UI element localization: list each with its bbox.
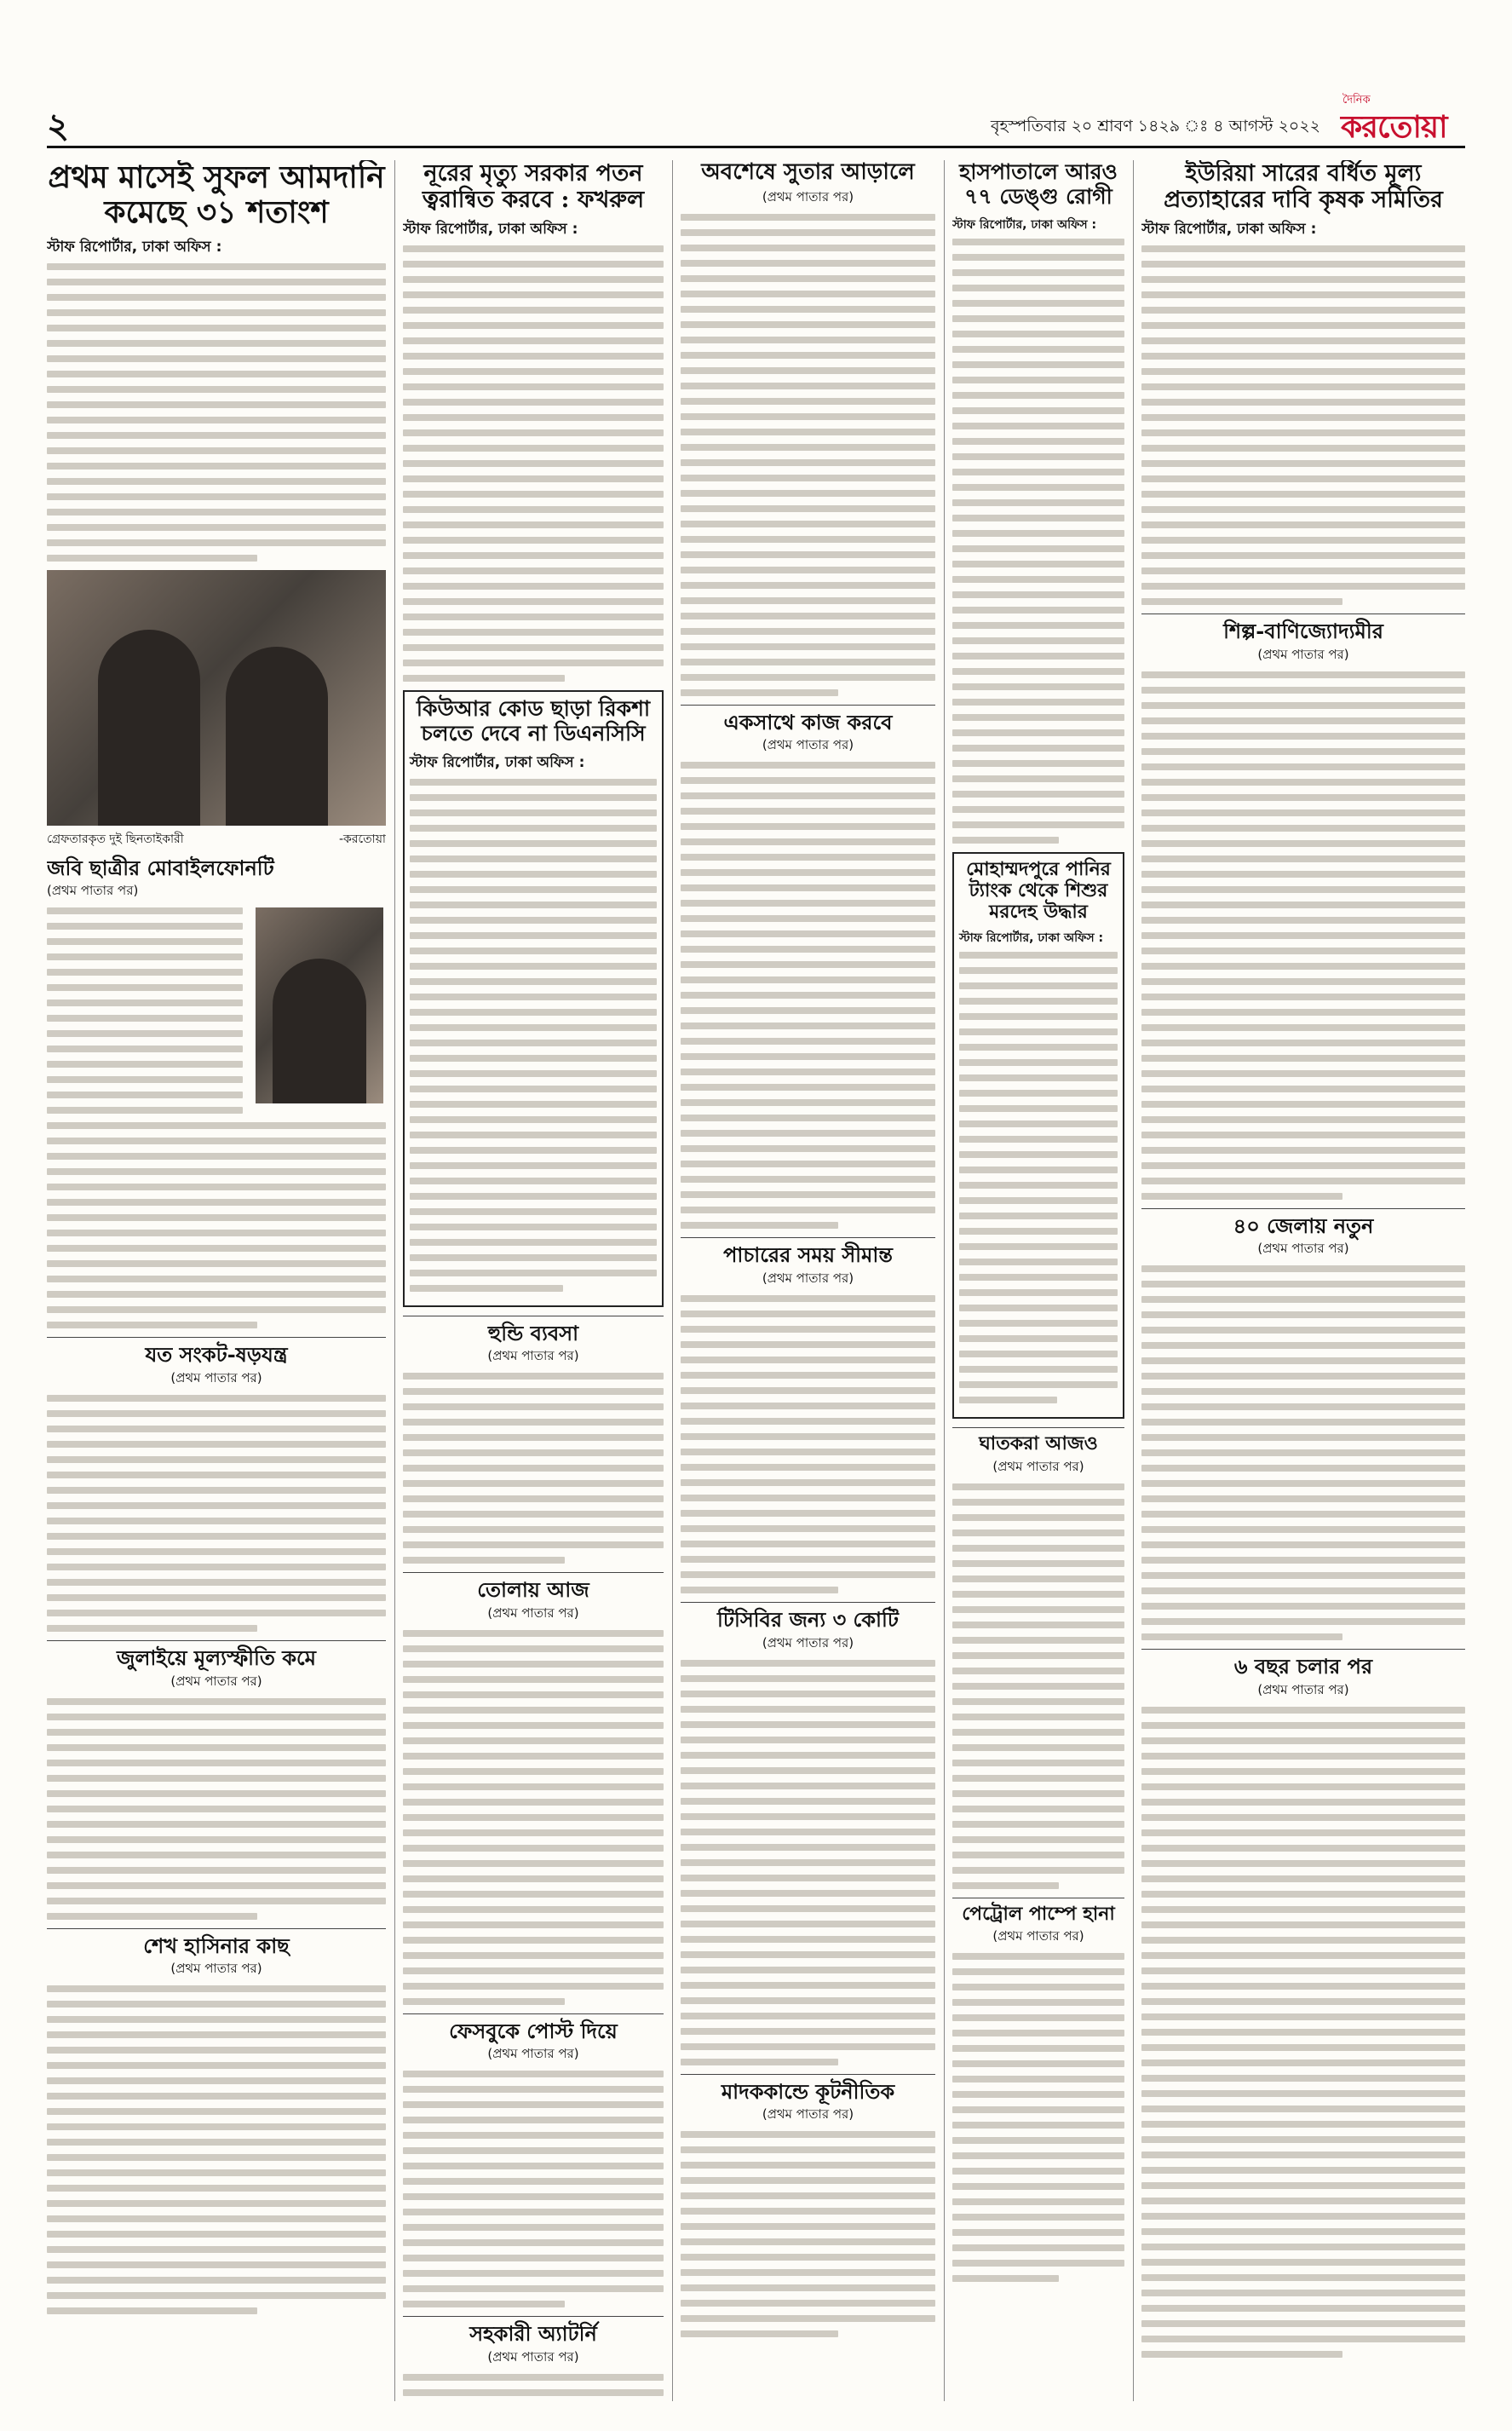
article-body-placeholder xyxy=(952,1483,1124,1889)
headline-urea: ইউরিয়া সারের বর্ধিত মূল্য প্রত্যাহারের দাবি কৃষক সমিতির xyxy=(1164,160,1443,214)
headline-crisis: যত সংকট-ষড়যন্ত্র xyxy=(145,1342,288,1368)
column-divider xyxy=(944,160,945,2401)
continued-label: (প্রথম পাতার পর) xyxy=(487,1348,579,1364)
article-body-placeholder xyxy=(1141,245,1465,605)
byline: স্টাফ রিপোর্টার, ঢাকা অফিস : xyxy=(959,931,1104,946)
page-header xyxy=(47,95,1465,148)
article-body-placeholder xyxy=(952,239,1124,844)
continued-label: (প্রথম পাতার পর) xyxy=(762,737,854,753)
news-photo-student xyxy=(256,907,383,1103)
column-divider xyxy=(394,160,395,2401)
photo-figure xyxy=(273,959,366,1103)
continued-label: (প্রথম পাতার পর) xyxy=(1257,1241,1349,1257)
photo-caption-text: গ্রেফতারকৃত দুই ছিনতাইকারী xyxy=(47,832,184,846)
headline-water-tank: মোহাম্মদপুরে পানির ট্যাংক থেকে শিশুর মরদেহ উদ্ধার xyxy=(966,857,1111,924)
headline-phone: জবি ছাত্রীর মোবাইলফোনটি xyxy=(47,855,274,880)
byline: স্টাফ রিপোর্টার, ঢাকা অফিস : xyxy=(47,238,222,256)
article-body-placeholder xyxy=(681,762,935,1229)
byline: স্টাফ রিপোর্টার, ঢাকা অফিস : xyxy=(410,753,585,771)
column-5 xyxy=(1141,160,1465,2401)
headline-6-years: ৬ বছর চলার পর xyxy=(1233,1654,1373,1679)
headline-hundi: হুন্ডি ব্যবসা xyxy=(487,1320,579,1345)
headline-sheikh-hasina: শেখ হাসিনার কাছ xyxy=(143,1933,290,1958)
article-body-placeholder xyxy=(952,1953,1124,2282)
photo-figure xyxy=(98,630,200,826)
article-body-placeholder xyxy=(403,2374,664,2401)
column-2 xyxy=(403,160,664,2401)
article-body-placeholder xyxy=(410,779,657,1292)
headline-fakhrul: নূরের মৃত্যু সরকার পতন ত্বরান্বিত করবে : ফখরুল xyxy=(422,160,645,214)
headline-work-together: একসাথে কাজ করবে xyxy=(723,709,893,734)
article-body-placeholder xyxy=(47,907,243,1122)
photo-credit: -করতোয়া xyxy=(338,832,386,846)
article-body-placeholder xyxy=(959,952,1118,1403)
headline-industry: শিল্প-বাণিজ্যোদ্যমীর xyxy=(1223,619,1383,644)
article-body-placeholder xyxy=(403,245,664,682)
article-body-placeholder xyxy=(681,1295,935,1593)
headline-petrol-pump: পেট্রোল পাম্পে হানা xyxy=(962,1902,1115,1925)
photo-figure xyxy=(226,647,328,826)
article-body-placeholder xyxy=(681,2131,935,2337)
headline-killers: ঘাতকরা আজও xyxy=(979,1432,1098,1455)
headline-rickshaw: কিউআর কোড ছাড়া রিকশা চলতে দেবে না ডিএনসিসি xyxy=(416,696,651,746)
logo-name: করতোয়া xyxy=(1341,109,1447,145)
article-body-placeholder xyxy=(47,1698,386,1920)
continued-label: (প্রথম পাতার পর) xyxy=(487,2348,579,2365)
headline-facebook-post: ফেসবুকে পোস্ট দিয়ে xyxy=(449,2018,618,2043)
article-body-placeholder xyxy=(403,1373,664,1564)
continued-label: (প্রথম পাতার পর) xyxy=(992,1927,1084,1944)
newspaper-logo xyxy=(1337,87,1465,145)
headline-thread: অবশেষে সুতার আড়ালে xyxy=(701,160,915,185)
headline-40-districts: ৪০ জেলায় নতুন xyxy=(1233,1213,1374,1238)
article-body-placeholder xyxy=(47,1122,386,1328)
headline-import-sub: কমেছে ৩১ শতাংশ xyxy=(104,194,329,231)
article-body-placeholder xyxy=(1141,671,1465,1200)
byline: স্টাফ রিপোর্টার, ঢাকা অফিস : xyxy=(403,221,578,239)
continued-label: (প্রথম পাতার পর) xyxy=(170,1369,262,1385)
byline: স্টাফ রিপোর্টার, ঢাকা অফিস : xyxy=(952,217,1097,232)
continued-label: (প্রথম পাতার পর) xyxy=(170,1673,262,1689)
headline-dengue: হাসপাতালে আরও ৭৭ ডেঙ্গু রোগী xyxy=(959,160,1118,209)
article-body-placeholder xyxy=(1141,1265,1465,1640)
photo-caption xyxy=(47,829,386,850)
continued-label: (প্রথম পাতার পর) xyxy=(487,1604,579,1621)
continued-label: (প্রথম পাতার পর) xyxy=(1257,1681,1349,1697)
column-divider xyxy=(1133,160,1134,2401)
continued-label: (প্রথম পাতার পর) xyxy=(47,883,139,899)
article-body-placeholder xyxy=(47,1395,386,1632)
headline-attorney: সহকারী অ্যাটর্নি xyxy=(469,2321,597,2347)
continued-label: (প্রথম পাতার পর) xyxy=(762,188,854,205)
headline-inflation: জুলাইয়ে মূল্যস্ফীতি কমে xyxy=(116,1645,317,1670)
logo-small-text: দৈনিক xyxy=(1342,94,1371,107)
continued-label: (প্রথম পাতার পর) xyxy=(992,1458,1084,1474)
headline-tcb: টিসিবির জন্য ৩ কোটি xyxy=(717,1607,899,1633)
continued-label: (প্রথম পাতার পর) xyxy=(487,2046,579,2062)
column-4 xyxy=(952,160,1124,2401)
article-body-placeholder xyxy=(47,263,386,562)
continued-label: (প্রথম পাতার পর) xyxy=(762,1270,854,1287)
headline-import: প্রথম মাসেই সুফল আমদানি xyxy=(48,160,385,195)
continued-label: (প্রথম পাতার পর) xyxy=(1257,646,1349,662)
continued-label: (প্রথম পাতার পর) xyxy=(762,2106,854,2123)
column-3 xyxy=(681,160,935,2401)
article-body-placeholder xyxy=(1141,1707,1465,2358)
article-body-placeholder xyxy=(47,1985,386,2314)
headline-diplomat: মাদককান্ডে কূটনীতিক xyxy=(721,2078,895,2104)
headline-border: পাচারের সময় সীমান্ত xyxy=(723,1242,893,1268)
column-1 xyxy=(47,160,386,2401)
page-number: ২ xyxy=(47,106,70,146)
byline: স্টাফ রিপোর্টার, ঢাকা অফিস : xyxy=(1141,221,1317,239)
article-body-placeholder xyxy=(403,2071,664,2307)
headline-tolay: তোলায় আজ xyxy=(477,1577,589,1603)
article-body-placeholder xyxy=(681,214,935,696)
continued-label: (প্রথম পাতার পর) xyxy=(762,1634,854,1650)
dateline: বৃহস্পতিবার ২০ শ্রাবণ ১৪২৯ ঃ ৪ আগস্ট ২০২২ xyxy=(990,117,1320,135)
column-divider xyxy=(672,160,673,2401)
news-photo-arrest xyxy=(47,570,386,826)
article-body-placeholder xyxy=(403,1630,664,2005)
article-body-placeholder xyxy=(681,1660,935,2065)
continued-label: (প্রথম পাতার পর) xyxy=(170,1961,262,1977)
